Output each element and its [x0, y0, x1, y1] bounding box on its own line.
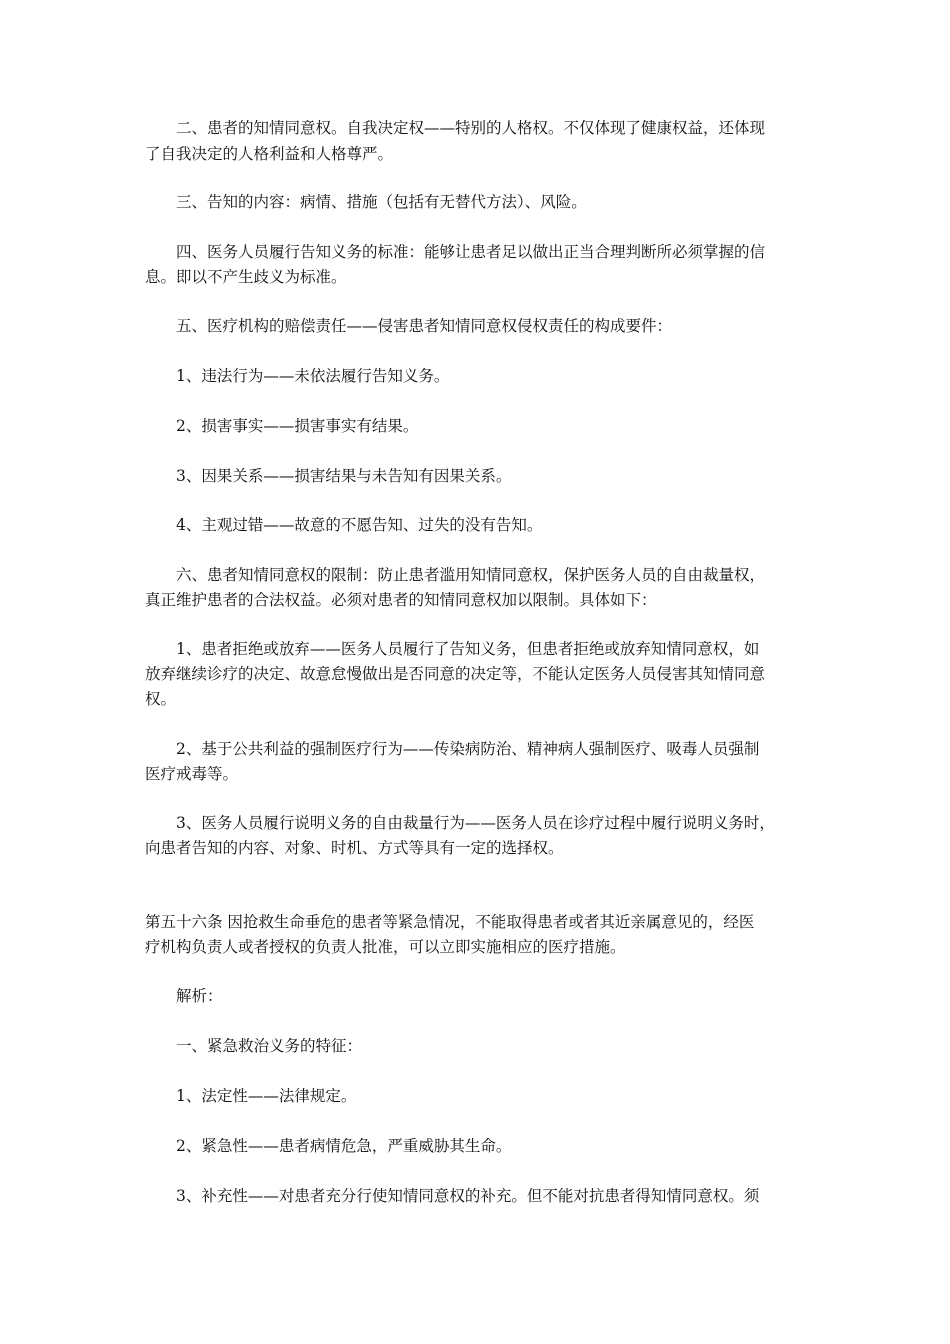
- text-line: 4、主观过错——故意的不愿告知、过失的没有告知。: [176, 516, 543, 534]
- text-line: 一、紧急救治义务的特征：: [176, 1037, 363, 1055]
- text-line: 放弃继续诊疗的决定、故意怠慢做出是否同意的决定等，不能认定医务人员侵害其知情同意: [145, 665, 766, 683]
- text-line: 六、患者知情同意权的限制：防止患者滥用知情同意权，保护医务人员的自由裁量权，: [176, 566, 766, 584]
- text-line: 2、基于公共利益的强制医疗行为——传染病防治、精神病人强制医疗、吸毒人员强制: [176, 740, 760, 758]
- text-line: 3、医务人员履行说明义务的自由裁量行为——医务人员在诊疗过程中履行说明义务时，: [176, 814, 775, 832]
- text-line: 2、紧急性——患者病情危急，严重威胁其生命。: [176, 1137, 512, 1155]
- text-line: 向患者告知的内容、对象、时机、方式等具有一定的选择权。: [145, 839, 564, 857]
- text-line: 二、患者的知情同意权。自我决定权——特别的人格权。不仅体现了健康权益，还体现: [176, 119, 766, 137]
- text-line: 1、患者拒绝或放弃——医务人员履行了告知义务，但患者拒绝或放弃知情同意权，如: [176, 640, 760, 658]
- text-line: 权。: [145, 690, 177, 708]
- text-line: 解析：: [176, 987, 223, 1005]
- text-line: 2、损害事实——损害事实有结果。: [176, 417, 419, 435]
- text-line: 1、法定性——法律规定。: [176, 1087, 357, 1105]
- text-line: 三、告知的内容：病情、措施（包括有无替代方法）、风险。: [176, 193, 587, 211]
- text-line: 了自我决定的人格利益和人格尊严。: [145, 145, 394, 163]
- text-line: 息。即以不产生歧义为标准。: [145, 268, 347, 286]
- text-line: 四、医务人员履行告知义务的标准：能够让患者足以做出正当合理判断所必须掌握的信: [176, 243, 766, 261]
- text-line: 3、因果关系——损害结果与未告知有因果关系。: [176, 467, 512, 485]
- text-line: 1、违法行为——未依法履行告知义务。: [176, 367, 450, 385]
- text-line: 五、医疗机构的赔偿责任——侵害患者知情同意权侵权责任的构成要件：: [176, 317, 673, 335]
- text-line: 疗机构负责人或者授权的负责人批准，可以立即实施相应的医疗措施。: [145, 938, 626, 956]
- text-line: 医疗戒毒等。: [145, 765, 239, 783]
- text-line: 真正维护患者的合法权益。必须对患者的知情同意权加以限制。具体如下：: [145, 591, 657, 609]
- text-line: 3、补充性——对患者充分行使知情同意权的补充。但不能对抗患者得知情同意权。须: [176, 1187, 760, 1205]
- text-line: 第五十六条 因抢救生命垂危的患者等紧急情况，不能取得患者或者其近亲属意见的，经医: [145, 913, 755, 931]
